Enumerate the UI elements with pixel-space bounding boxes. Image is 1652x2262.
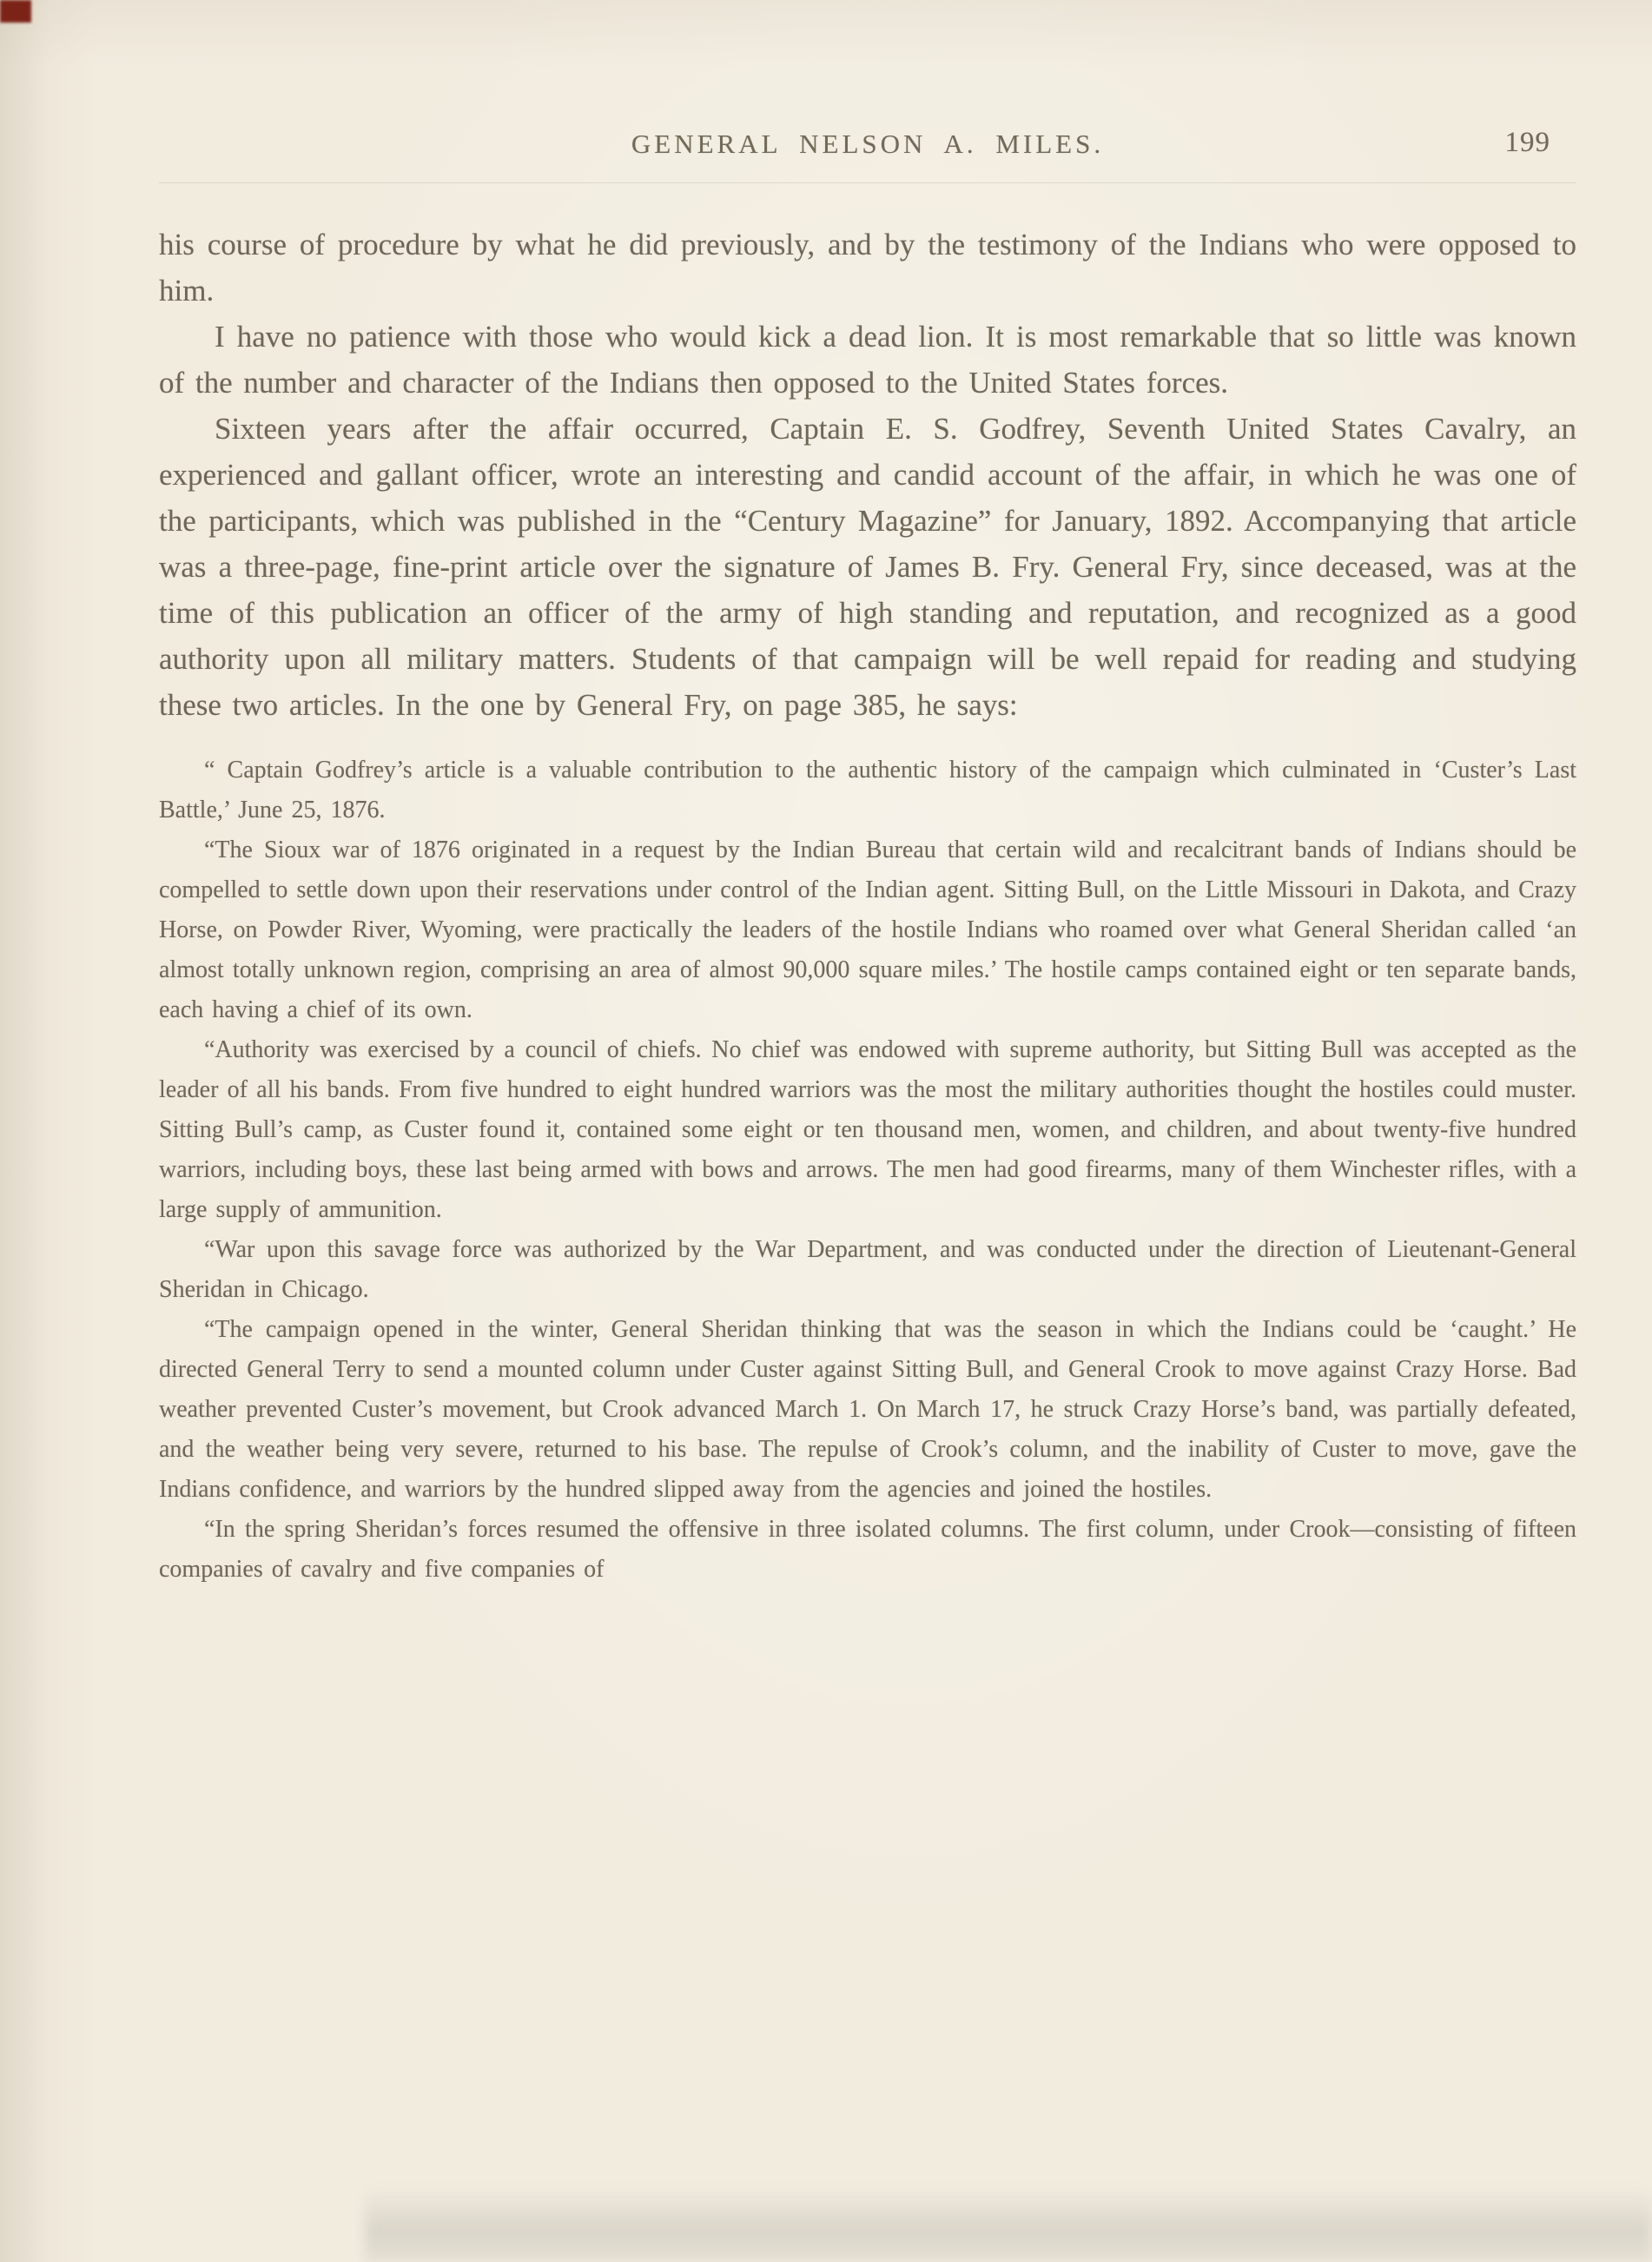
quote-paragraph: “In the spring Sheridan’s forces resumed the offensive in three isolated columns. The first column, under Crook—consisting of fifteen companies of cavalry and five companies of	[159, 1516, 1576, 1583]
quote-paragraph: “War upon this savage force was authorized by the War Department, and was conducted under the direction of Lieutenant-General Sheridan in Chicago.	[159, 1236, 1576, 1303]
quote-paragraph: “ Captain Godfrey’s article is a valuable contribution to the authentic history of the campaign which culminated in ‘Custer’s Last Battle,’ June 25, 1876.	[159, 757, 1576, 823]
quote-paragraph: “Authority was exercised by a council of chiefs. No chief was endowed with supreme authority, but Sitting Bull was accepted as the leader of all his bands. From five hundred to eight hundred warriors was the most the military authorities thought the hostiles could muster. Sitting Bull’s camp, as Custer found it, contained some eight or ten thousand men, women, and children, and about twenty-five hundred warriors, including boys, these last being armed with bows and arrows. The men had good firearms, many of them Winchester rifles, with a large supply of ammunition.	[159, 1036, 1576, 1223]
scan-artifact-smudge	[365, 2188, 1652, 2262]
quoted-text-block	[159, 751, 1576, 1590]
body-paragraph: his course of procedure by what he did previously, and by the testimony of the Indians who were opposed to him.	[159, 228, 1576, 308]
page-number: 199	[1504, 127, 1550, 158]
quote-paragraph: “The Sioux war of 1876 originated in a request by the Indian Bureau that certain wild and recalcitrant bands of Indians should be compelled to settle down upon their reservations under control of the Indian agent. Sitting Bull, on the Little Missouri in Dakota, and Crazy Horse, on Powder River, Wyoming, were practically the leaders of the hostile Indians who roamed over what General Sheridan called ‘an almost totally unknown region, comprising an area of almost 90,000 square miles.’ The hostile camps contained eight or ten separate bands, each having a chief of its own.	[159, 837, 1576, 1023]
main-text-block	[159, 222, 1576, 728]
running-title: GENERAL NELSON A. MILES.	[631, 129, 1105, 159]
binding-mark	[0, 0, 31, 23]
page-header	[159, 129, 1576, 183]
body-paragraph: I have no patience with those who would kick a dead lion. It is most remarkable that so little was known of the number and character of the Indians then opposed to the United States forces.	[159, 320, 1576, 400]
quote-paragraph: “The campaign opened in the winter, General Sheridan thinking that was the season in which the Indians could be ‘caught.’ He directed General Terry to send a mounted column under Custer against Sitting Bull, and General Crook to move against Crazy Horse. Bad weather prevented Custer’s movement, but Crook advanced March 1. On March 17, he struck Crazy Horse’s band, was partially defeated, and the weather being very severe, returned to his base. The repulse of Crook’s column, and the inability of Custer to move, gave the Indians confidence, and warriors by the hundred slipped away from the agencies and joined the hostiles.	[159, 1316, 1576, 1503]
body-paragraph: Sixteen years after the affair occurred, Captain E. S. Godfrey, Seventh United States Cavalry, an experienced and gallant officer, wrote an interesting and candid account of the affair, in which he was one of the participants, which was published in the “Century Magazine” for January, 1892. Accompanying that article was a three-page, fine-print article over the signature of James B. Fry. General Fry, since deceased, was at the time of this publication an officer of the army of high standing and reputation, and recognized as a good authority upon all military matters. Students of that campaign will be well repaid for reading and studying these two articles. In the one by General Fry, on page 385, he says:	[159, 412, 1576, 722]
page-content	[159, 129, 1576, 1590]
